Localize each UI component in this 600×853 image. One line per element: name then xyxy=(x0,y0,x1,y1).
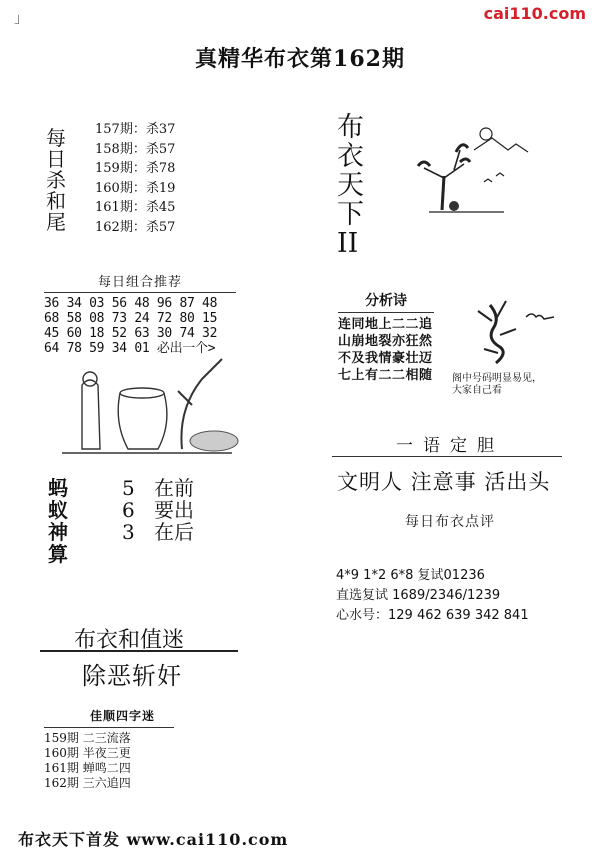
combo-row: 64 78 59 34 01 必出一个> xyxy=(44,341,216,356)
combo-row: 68 58 08 73 24 72 80 15 xyxy=(44,311,218,326)
poem-note xyxy=(452,373,542,397)
combo-panel xyxy=(44,271,236,356)
poem-panel xyxy=(338,290,434,384)
list-item xyxy=(122,477,194,499)
bu-yi-title xyxy=(337,113,364,258)
one-word-text: 文明人 注意事 活出头 xyxy=(337,470,551,494)
footer-text: 布衣天下首发 www.cai110.com xyxy=(18,830,289,849)
note-line: 阁中号码明显易见， xyxy=(452,373,542,384)
list-item: 161期：杀45 xyxy=(95,200,176,215)
kill-tail-list xyxy=(95,120,175,237)
title-char: 衣 xyxy=(337,141,364,172)
item-text: 要出 xyxy=(154,498,194,522)
item-number: 5 xyxy=(122,476,135,500)
landscape-sketch xyxy=(404,120,534,220)
poem-line: 山崩地裂亦狂然 xyxy=(338,334,433,349)
title-char: 神 xyxy=(48,520,68,544)
item-number: 3 xyxy=(122,520,135,544)
list-item xyxy=(122,499,194,521)
poem-lines xyxy=(338,316,434,384)
list-item: 161期 蝉鸣二四 xyxy=(44,761,131,775)
item-text: 在前 xyxy=(154,476,194,500)
daily-comment-title: 每日布衣点评 xyxy=(405,514,495,530)
combo-row: 36 34 03 56 48 96 87 48 xyxy=(44,296,218,311)
title-char: 杀 xyxy=(46,168,66,192)
four-char-lines xyxy=(44,731,174,791)
list-item xyxy=(122,521,194,543)
title-char: 蚂 xyxy=(48,476,68,500)
list-item: 160期 半夜三更 xyxy=(44,746,131,760)
title-char: 下 xyxy=(337,199,364,230)
divider xyxy=(44,727,174,728)
list-item: 160期：杀19 xyxy=(95,180,176,196)
number-picks xyxy=(336,566,529,626)
title-char: 布 xyxy=(337,112,364,143)
four-char-title: 佳顺四字迷 xyxy=(90,709,156,723)
ant-god-title xyxy=(48,477,68,565)
ant-god-list xyxy=(122,477,194,543)
title-char: 算 xyxy=(48,542,68,566)
title-char: 和 xyxy=(46,189,66,213)
poem-line: 连同地上二二追 xyxy=(338,317,433,332)
combo-row: 45 60 18 52 63 30 74 32 xyxy=(44,326,218,341)
poem-title: 分析诗 xyxy=(338,290,434,313)
divider xyxy=(332,456,562,457)
list-item: 162期：杀57 xyxy=(95,219,176,235)
note-line: 大家自己看 xyxy=(452,385,502,396)
list-item: 159期 二三流落 xyxy=(44,731,131,745)
sum-riddle-text: 除恶斩奸 xyxy=(82,662,182,690)
combo-title: 每日组合推荐 xyxy=(44,271,236,293)
list-item: 159期：杀78 xyxy=(95,161,176,176)
title-char: II xyxy=(337,228,359,259)
title-char: 天 xyxy=(337,170,364,201)
number-line: 心水号：129 462 639 342 841 xyxy=(336,608,529,623)
poem-line: 七上有二二相随 xyxy=(338,368,433,383)
divider xyxy=(40,650,238,652)
poem-line: 不及我情豪壮迈 xyxy=(338,351,433,366)
title-char: 蚁 xyxy=(48,498,68,522)
title-char: 尾 xyxy=(46,210,66,234)
number-line: 直选复试 1689/2346/1239 xyxy=(336,588,501,603)
item-text: 在后 xyxy=(154,520,194,544)
site-logo[interactable]: cai110.com xyxy=(483,4,586,23)
corner-mark: 」 xyxy=(14,11,28,27)
scholar-sketch xyxy=(42,345,242,457)
list-item: 162期 三六追四 xyxy=(44,776,131,790)
page-title: 真精华布衣第162期 xyxy=(195,46,405,72)
kill-tail-title xyxy=(46,128,66,233)
title-char: 日 xyxy=(46,147,66,171)
figure-sketch xyxy=(470,297,560,367)
number-line: 4*9 1*2 6*8 复试01236 xyxy=(336,568,485,583)
one-word-title: 一语定胆 xyxy=(396,436,504,456)
four-char-riddle xyxy=(44,707,174,791)
list-item: 158期：杀57 xyxy=(95,141,176,157)
item-number: 6 xyxy=(122,498,135,522)
sum-riddle-title: 布衣和值迷 xyxy=(74,628,185,653)
title-char: 每 xyxy=(46,126,66,150)
list-item: 157期：杀37 xyxy=(95,122,176,137)
